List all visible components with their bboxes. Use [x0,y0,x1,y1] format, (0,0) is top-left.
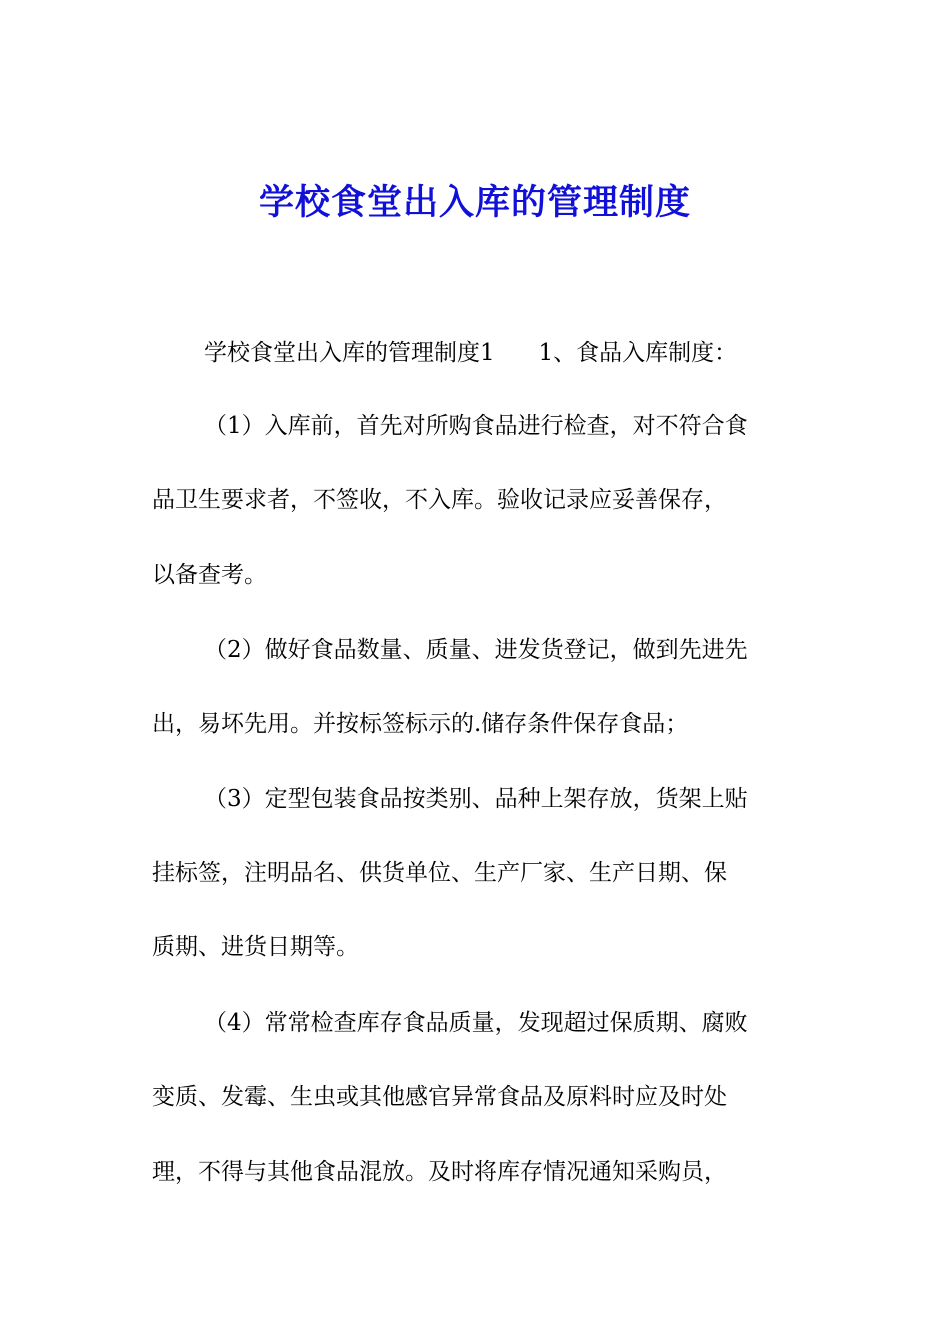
paragraph-line: （1）入库前，首先对所购食品进行检查，对不符合食 [204,413,748,439]
paragraph-line: 挂标签，注明品名、供货单位、生产厂家、生产日期、保 [152,860,727,886]
paragraph-line: （2）做好食品数量、质量、进发货登记，做到先进先 [204,637,748,663]
paragraph-line: 以备查考。 [152,562,267,588]
paragraph-line: 出，易坏先用。并按标签标示的.储存条件保存食品； [152,711,689,737]
paragraph-line: （4）常常检查库存食品质量，发现超过保质期、腐败 [204,1010,748,1036]
paragraph-line: （3）定型包装食品按类别、品种上架存放，货架上贴 [204,786,748,812]
paragraph-line: 变质、发霉、生虫或其他感官异常食品及原料时应及时处 [152,1084,727,1110]
document-title: 学校食堂出入库的管理制度 [258,182,691,223]
paragraph-line: 学校食堂出入库的管理制度1 1、食品入库制度： [204,340,738,366]
paragraph-line: 质期、进货日期等。 [152,934,359,960]
paragraph-line: 品卫生要求者，不签收，不入库。验收记录应妥善保存， [152,487,727,513]
paragraph-line: 理，不得与其他食品混放。及时将库存情况通知采购员， [152,1159,727,1185]
